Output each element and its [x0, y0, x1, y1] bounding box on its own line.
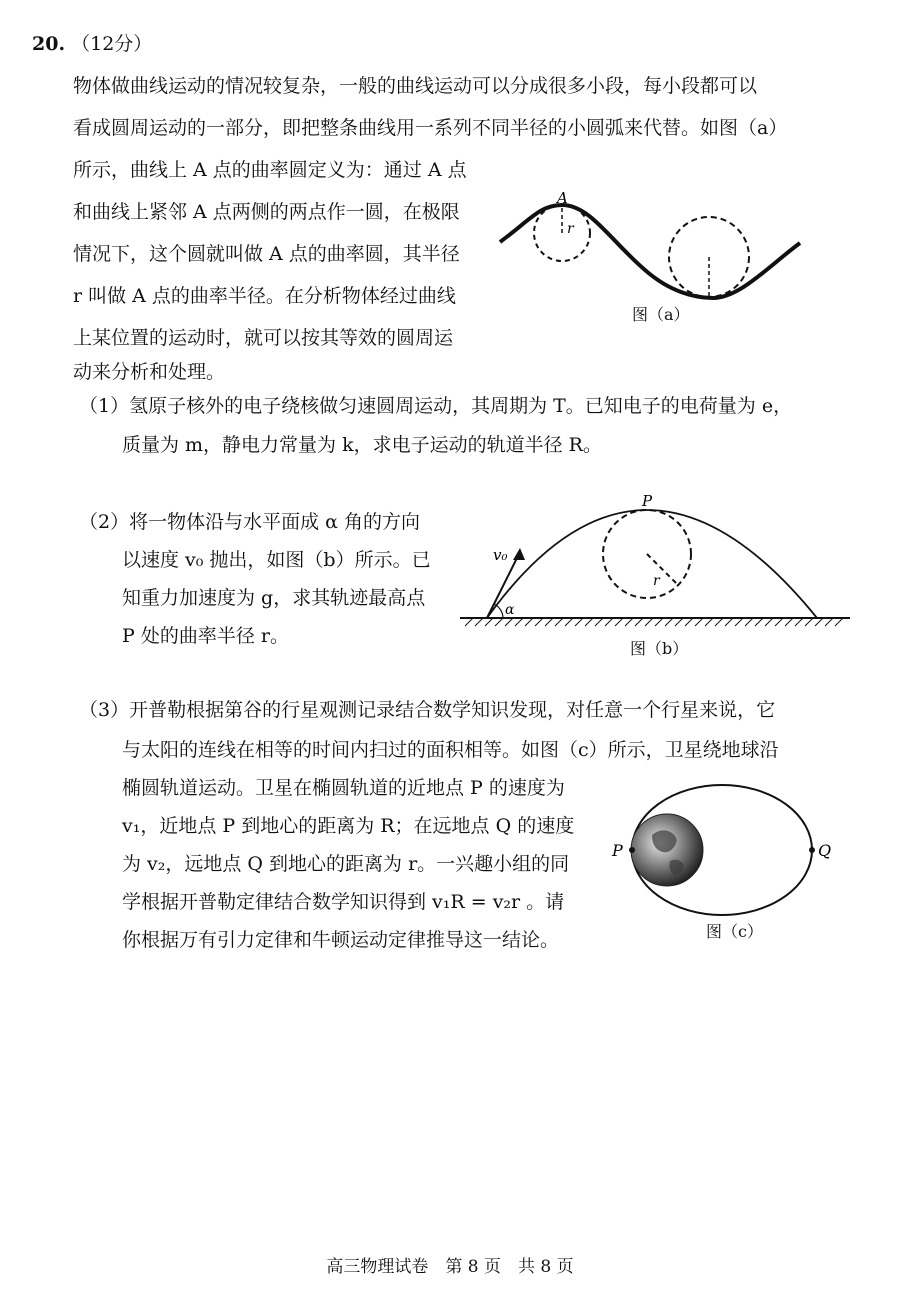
figure-b-point-label: P: [642, 492, 653, 510]
figure-c-diagram: [600, 765, 845, 920]
part2-line-3: 知重力加速度为 g，求其轨迹最高点: [122, 587, 426, 609]
figure-c-apogee-label: Q: [818, 841, 832, 860]
part3-line-4: v₁，近地点 P 到地心的距离为 R；在远地点 Q 的速度: [122, 815, 575, 837]
part2-line-1: （2）将一物体沿与水平面成 α 角的方向: [79, 511, 420, 533]
intro-line-2: 看成圆周运动的一部分，即把整条曲线用一系列不同半径的小圆弧来代替。如图（a）: [73, 117, 788, 139]
figure-c-apogee-dot: [809, 847, 815, 853]
part1-line-2: 质量为 m，静电力常量为 k，求电子运动的轨道半径 R。: [122, 434, 602, 456]
part1-line-1: （1）氢原子核外的电子绕核做匀速圆周运动，其周期为 T。已知电子的电荷量为 e，: [79, 395, 793, 417]
question-number-line: [32, 30, 152, 58]
part3-line-3: 椭圆轨道运动。卫星在椭圆轨道的近地点 P 的速度为: [122, 777, 565, 799]
figure-b-caption: 图（b）: [630, 639, 689, 658]
figure-c-caption: 图（c）: [706, 922, 763, 941]
figure-c-perigee-dot: [629, 847, 635, 853]
intro-line-6: r 叫做 A 点的曲率半径。在分析物体经过曲线: [73, 285, 456, 307]
figure-a-radius-label: r: [567, 221, 574, 237]
figure-b-ground-hatching: [465, 618, 843, 626]
figure-a-point-label: A: [557, 189, 568, 207]
figure-a-diagram: [495, 180, 805, 305]
question-number: 20.: [32, 33, 66, 55]
intro-line-7: 上某位置的运动时，就可以按其等效的圆周运: [73, 327, 454, 349]
page-footer: 高三物理试卷 第 8 页 共 8 页: [326, 1257, 574, 1277]
part2-line-4: P 处的曲率半径 r。: [122, 625, 289, 647]
figure-b-velocity-arrowhead: [513, 548, 525, 560]
figure-b-diagram: [455, 490, 855, 635]
intro-line-3: 所示，曲线上 A 点的曲率圆定义为：通过 A 点: [73, 159, 467, 181]
part3-line-5: 为 v₂，远地点 Q 到地心的距离为 r。一兴趣小组的同: [122, 853, 570, 875]
figure-b-angle-label: α: [505, 602, 515, 618]
figure-b-radius: [647, 554, 677, 584]
figure-b-trajectory: [487, 510, 817, 618]
figure-c-perigee-label: P: [612, 841, 623, 860]
intro-line-8: 动来分析和处理。: [73, 361, 226, 383]
figure-b-radius-label: r: [653, 573, 660, 589]
intro-line-4: 和曲线上紧邻 A 点两侧的两点作一圆，在极限: [73, 201, 460, 223]
part3-line-1: （3）开普勒根据第谷的行星观测记录结合数学知识发现，对任意一个行星来说，它: [79, 699, 776, 721]
question-points: （12分）: [71, 33, 153, 55]
intro-line-1: 物体做曲线运动的情况较复杂，一般的曲线运动可以分成很多小段，每小段都可以: [73, 75, 758, 97]
part3-line-7: 你根据万有引力定律和牛顿运动定律推导这一结论。: [122, 929, 560, 951]
intro-line-5: 情况下，这个圆就叫做 A 点的曲率圆，其半径: [73, 243, 460, 265]
figure-b-velocity-label: v₀: [493, 546, 508, 564]
part3-line-6: 学根据开普勒定律结合数学知识得到 v₁R = v₂r 。请: [122, 891, 565, 913]
figure-a-caption: 图（a）: [632, 305, 690, 324]
figure-a-curve: [500, 205, 800, 298]
part2-line-2: 以速度 v₀ 抛出，如图（b）所示。已: [122, 549, 431, 571]
part3-line-2: 与太阳的连线在相等的时间内扫过的面积相等。如图（c）所示，卫星绕地球沿: [122, 739, 779, 761]
